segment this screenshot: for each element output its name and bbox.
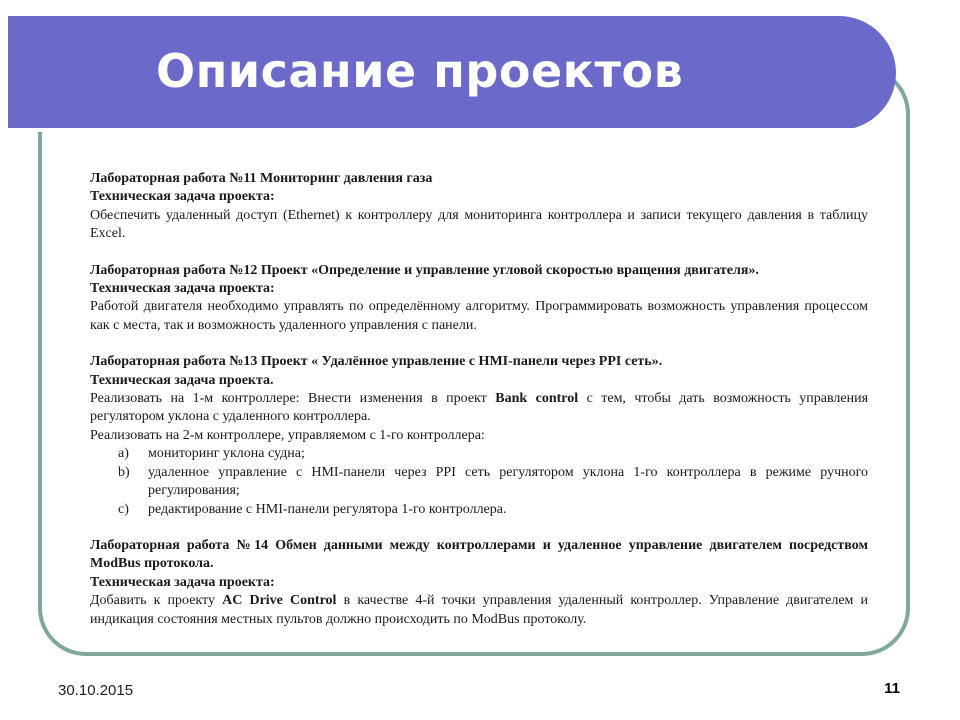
list-marker: b) [118,464,130,480]
task-label: Техническая задача проекта: [90,281,275,297]
section-text-part: Реализовать на 1-м контроллере: Внести изменения в проект [90,391,487,407]
section-heading: Лабораторная работа №11 Мониторинг давления газа [90,171,433,186]
task-list [90,445,868,519]
section-text: Работой двигателя необходимо управлять по определённому алгоритму. Программировать возможность управления процессом как с места, так и возможность удаленного управления с панели. [90,299,868,333]
list-item [90,501,868,519]
section-text-part: в качестве 4-й точки управления удаленный контроллер. Управление двигателем и индикация состояния местных пультов должно происходить по ModBus протоколу. [90,593,869,627]
section-heading: Лабораторная работа №12 Проект «Определение и управление угловой скоростью вращения двигателя». [90,262,759,278]
section-heading: Лабораторная работа №13 Проект « Удалённое управление с HMI-панели через PPI сеть». [90,354,663,370]
section-text-part: Добавить к проекту [90,593,215,609]
list-item [90,445,868,463]
title-underline [8,128,854,132]
section-text-part: с тем, чтобы дать возможность управления регулятором уклона с удаленного контроллера. [90,391,869,425]
project-section-14 [90,537,868,629]
project-name: AC Drive Control [222,593,337,609]
task-label: Техническая задача проекта: [90,574,275,590]
section-heading: Лабораторная работа №14 Обмен данными между контроллерами и удаленное управление двигателем посредством ModBus протокола. [90,537,868,572]
project-section-13 [90,353,868,519]
task-label: Техническая задача проекта. [90,372,274,388]
project-name: Bank control [495,391,579,407]
task-label: Техническая задача проекта: [90,189,275,205]
slide-content [90,170,868,629]
section-text [90,390,868,427]
list-marker: a) [118,446,129,462]
section-text: Обеспечить удаленный доступ (Ethernet) к контроллеру для мониторинга контроллера и записи текущего давления в таблицу Excel. [90,207,868,242]
list-item-text: редактирование с HMI-панели регулятора 1-го контроллера. [148,501,507,517]
project-section-11 [90,170,868,244]
list-item-text: удаленное управление с HMI-панели через PPI сеть регулятором уклона 1-го контроллера в режиме ручного регулирования; [148,464,868,499]
page-number: 11 [884,680,900,697]
list-item [90,464,868,501]
slide-title: Описание проектов [156,44,684,98]
section-text: Реализовать на 2-м контроллере, управляемом с 1-го контроллера: [90,427,485,443]
project-section-12 [90,262,868,336]
list-item-text: мониторинг уклона судна; [148,446,305,462]
section-text [90,592,868,629]
slide-date: 30.10.2015 [58,682,134,699]
list-marker: c) [118,501,129,517]
